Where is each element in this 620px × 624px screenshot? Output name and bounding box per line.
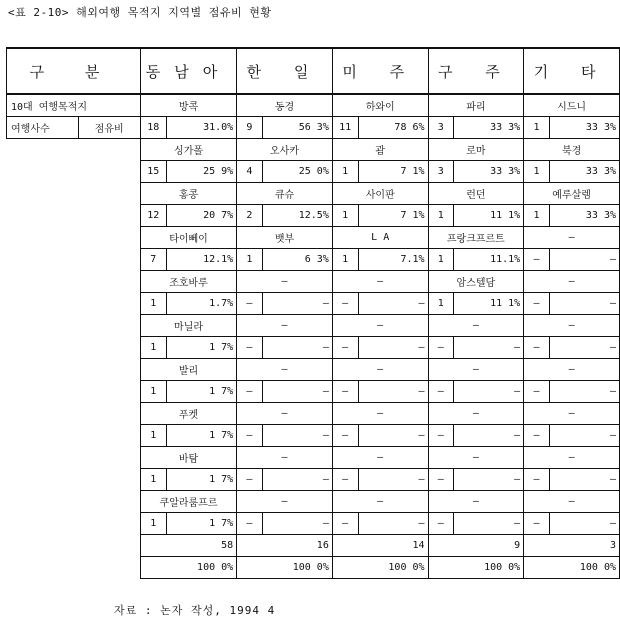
total-count: 9 [428,535,524,557]
agency-count: 1 [332,249,358,271]
left-blank-cell [7,161,141,183]
share-percent: 11 1% [454,293,524,315]
left-blank-cell [7,381,141,403]
share-percent: 1 7% [166,381,236,403]
destination-name-row [7,491,620,513]
share-percent: 1 7% [166,469,236,491]
share-percent: – [454,381,524,403]
share-percent: 7 1% [358,205,428,227]
destination-name: – [428,403,524,425]
destination-name: – [428,315,524,337]
agency-count: 2 [237,205,263,227]
share-percent: 33 3% [549,117,619,139]
share-percent: 6 3% [262,249,332,271]
agency-count: – [428,469,454,491]
destination-value-row [7,249,620,271]
share-percent: 1 7% [166,425,236,447]
left-blank-cell [7,293,141,315]
share-percent: 25 0% [262,161,332,183]
agency-count: – [237,337,263,359]
left-blank-cell [7,447,141,469]
agency-count: 18 [140,117,166,139]
agency-count: 9 [237,117,263,139]
destination-name: – [332,359,428,381]
destination-name: – [428,447,524,469]
destination-name: – [524,403,620,425]
destination-name: 싱가폴 [140,139,236,161]
share-percent: – [358,425,428,447]
total-count: 16 [237,535,333,557]
label-top-destinations: 10대 여행목적지 [7,94,141,117]
total-count-row [7,535,620,557]
share-percent: – [262,425,332,447]
destination-name-row [7,315,620,337]
destination-name: 오사카 [237,139,333,161]
agency-count: 11 [332,117,358,139]
share-percent: – [262,513,332,535]
left-blank-cell [7,403,141,425]
left-blank-cell [7,557,141,579]
agency-count: 4 [237,161,263,183]
destination-name: – [237,315,333,337]
share-percent: – [454,469,524,491]
agency-count: – [524,293,550,315]
destination-name: 하와이 [332,94,428,117]
destination-name: 바탐 [140,447,236,469]
destination-name: 뱃부 [237,227,333,249]
agency-count: – [524,381,550,403]
share-percent: 25 9% [166,161,236,183]
header-other: 기 타 [524,48,620,94]
header-southeast-asia: 동남아 [140,48,236,94]
destination-name: – [332,403,428,425]
destination-name: 프랑크프르트 [428,227,524,249]
agency-count: 1 [332,205,358,227]
left-blank-cell [7,535,141,557]
share-percent: – [262,469,332,491]
left-blank-cell [7,183,141,205]
agency-count: 3 [428,117,454,139]
destination-name: 동경 [237,94,333,117]
agency-count: 1 [332,161,358,183]
destination-name: 타이뻬이 [140,227,236,249]
total-percent-row [7,557,620,579]
left-blank-cell [7,359,141,381]
total-count: 58 [140,535,236,557]
agency-count: – [332,425,358,447]
agency-count: – [237,469,263,491]
total-percent: 100 0% [140,557,236,579]
destination-value-row [7,513,620,535]
agency-count: – [524,337,550,359]
left-blank-cell [7,337,141,359]
destination-name: 로마 [428,139,524,161]
agency-count: 1 [140,337,166,359]
destination-name: 마닐라 [140,315,236,337]
left-blank-cell [7,249,141,271]
share-percent: 1 7% [166,337,236,359]
agency-count: – [332,381,358,403]
agency-count: 1 [524,117,550,139]
destination-name: 쿠알라룸프르 [140,491,236,513]
agency-count: – [524,469,550,491]
destination-name-row [7,403,620,425]
share-percent: – [262,381,332,403]
agency-count: – [237,293,263,315]
destination-share-table [6,47,620,579]
destination-name: L A [332,227,428,249]
destination-name: – [332,315,428,337]
agency-count: 1 [140,513,166,535]
share-percent: – [262,293,332,315]
left-blank-cell [7,425,141,447]
share-percent: – [549,513,619,535]
left-blank-cell [7,227,141,249]
agency-count: – [524,425,550,447]
left-blank-cell [7,271,141,293]
destination-value-row [7,293,620,315]
destination-name: 북경 [524,139,620,161]
agency-count: 1 [140,469,166,491]
destination-name-row [7,447,620,469]
destination-name: – [237,271,333,293]
destination-name: – [524,447,620,469]
agency-count: – [237,381,263,403]
share-percent: – [358,337,428,359]
destination-name: 조호바루 [140,271,236,293]
share-percent: – [454,425,524,447]
destination-name: – [524,227,620,249]
destination-value-row [7,117,620,139]
left-blank-cell [7,315,141,337]
destination-name: 예루살렘 [524,183,620,205]
agency-count: 12 [140,205,166,227]
destination-name: – [428,359,524,381]
destination-value-row [7,337,620,359]
destination-name: 괌 [332,139,428,161]
header-korea-japan: 한 일 [237,48,333,94]
left-blank-cell [7,469,141,491]
agency-count: – [332,469,358,491]
agency-count: 1 [237,249,263,271]
destination-name: – [524,271,620,293]
destination-name: 런던 [428,183,524,205]
agency-count: 1 [524,205,550,227]
share-percent: 7 1% [358,161,428,183]
destination-name: 발리 [140,359,236,381]
destination-name: – [237,403,333,425]
agency-count: – [237,513,263,535]
header-europe: 구 주 [428,48,524,94]
left-blank-cell [7,139,141,161]
share-percent: – [549,381,619,403]
agency-count: 15 [140,161,166,183]
destination-name: 큐슈 [237,183,333,205]
share-percent: – [358,381,428,403]
destination-value-row [7,469,620,491]
label-agency-count: 여행사수 [7,117,79,139]
share-percent: 20 7% [166,205,236,227]
agency-count: 1 [140,293,166,315]
destination-name-row [7,139,620,161]
destination-name: – [524,315,620,337]
agency-count: – [524,249,550,271]
destination-name-row [7,183,620,205]
destination-value-row [7,161,620,183]
share-percent: 33 3% [549,205,619,227]
label-share: 점유비 [78,117,140,139]
total-percent: 100 0% [524,557,620,579]
share-percent: 33 3% [454,117,524,139]
share-percent: 12.5% [262,205,332,227]
destination-name: 홍콩 [140,183,236,205]
agency-count: – [332,293,358,315]
total-percent: 100 0% [428,557,524,579]
agency-count: 1 [140,381,166,403]
share-percent: – [549,425,619,447]
agency-count: – [524,513,550,535]
table-caption: <표 2-10> 해외여행 목적지 지역별 점유비 현황 [8,6,272,19]
share-percent: – [549,469,619,491]
destination-name: – [332,491,428,513]
destination-name: – [237,359,333,381]
share-percent: – [549,337,619,359]
total-percent: 100 0% [332,557,428,579]
share-percent: – [454,337,524,359]
share-percent: 31.0% [166,117,236,139]
destination-value-row [7,381,620,403]
destination-name: 파리 [428,94,524,117]
share-percent: 33 3% [549,161,619,183]
destination-name-row [7,359,620,381]
destination-name-row [7,227,620,249]
header-americas: 미 주 [332,48,428,94]
destination-name: 푸켓 [140,403,236,425]
agency-count: 1 [428,249,454,271]
destination-value-row [7,205,620,227]
destination-name: – [237,447,333,469]
share-percent: 1 7% [166,513,236,535]
agency-count: – [428,513,454,535]
agency-count: – [237,425,263,447]
destination-name-row [7,271,620,293]
agency-count: 1 [524,161,550,183]
share-percent: – [262,337,332,359]
share-percent: 78 6% [358,117,428,139]
destination-name: 시드니 [524,94,620,117]
header-row [7,48,620,94]
destination-name: – [524,359,620,381]
share-percent: 7.1% [358,249,428,271]
destination-name: 암스텔담 [428,271,524,293]
share-percent: – [358,293,428,315]
agency-count: – [428,337,454,359]
destination-name: – [237,491,333,513]
share-percent: 12.1% [166,249,236,271]
agency-count: – [332,337,358,359]
destination-name: – [332,271,428,293]
share-percent: 11.1% [454,249,524,271]
share-percent: 11 1% [454,205,524,227]
agency-count: – [332,513,358,535]
left-blank-cell [7,513,141,535]
total-count: 3 [524,535,620,557]
share-percent: – [549,293,619,315]
agency-count: 1 [428,205,454,227]
share-percent: – [358,513,428,535]
agency-count: – [428,425,454,447]
agency-count: 1 [428,293,454,315]
destination-name-row [7,94,620,117]
share-percent: – [454,513,524,535]
destination-value-row [7,425,620,447]
share-percent: – [549,249,619,271]
header-category: 구 분 [7,48,141,94]
agency-count: – [428,381,454,403]
destination-name: – [332,447,428,469]
total-percent: 100 0% [237,557,333,579]
left-blank-cell [7,205,141,227]
share-percent: 1.7% [166,293,236,315]
source-note: 자료 : 논자 작성, 1994 4 [114,604,276,617]
total-count: 14 [332,535,428,557]
agency-count: 1 [140,425,166,447]
destination-name: 방콕 [140,94,236,117]
share-percent: 33 3% [454,161,524,183]
left-blank-cell [7,491,141,513]
share-percent: 56 3% [262,117,332,139]
agency-count: 7 [140,249,166,271]
destination-name: – [428,491,524,513]
destination-name: – [524,491,620,513]
destination-name: 사이판 [332,183,428,205]
share-percent: – [358,469,428,491]
agency-count: 3 [428,161,454,183]
